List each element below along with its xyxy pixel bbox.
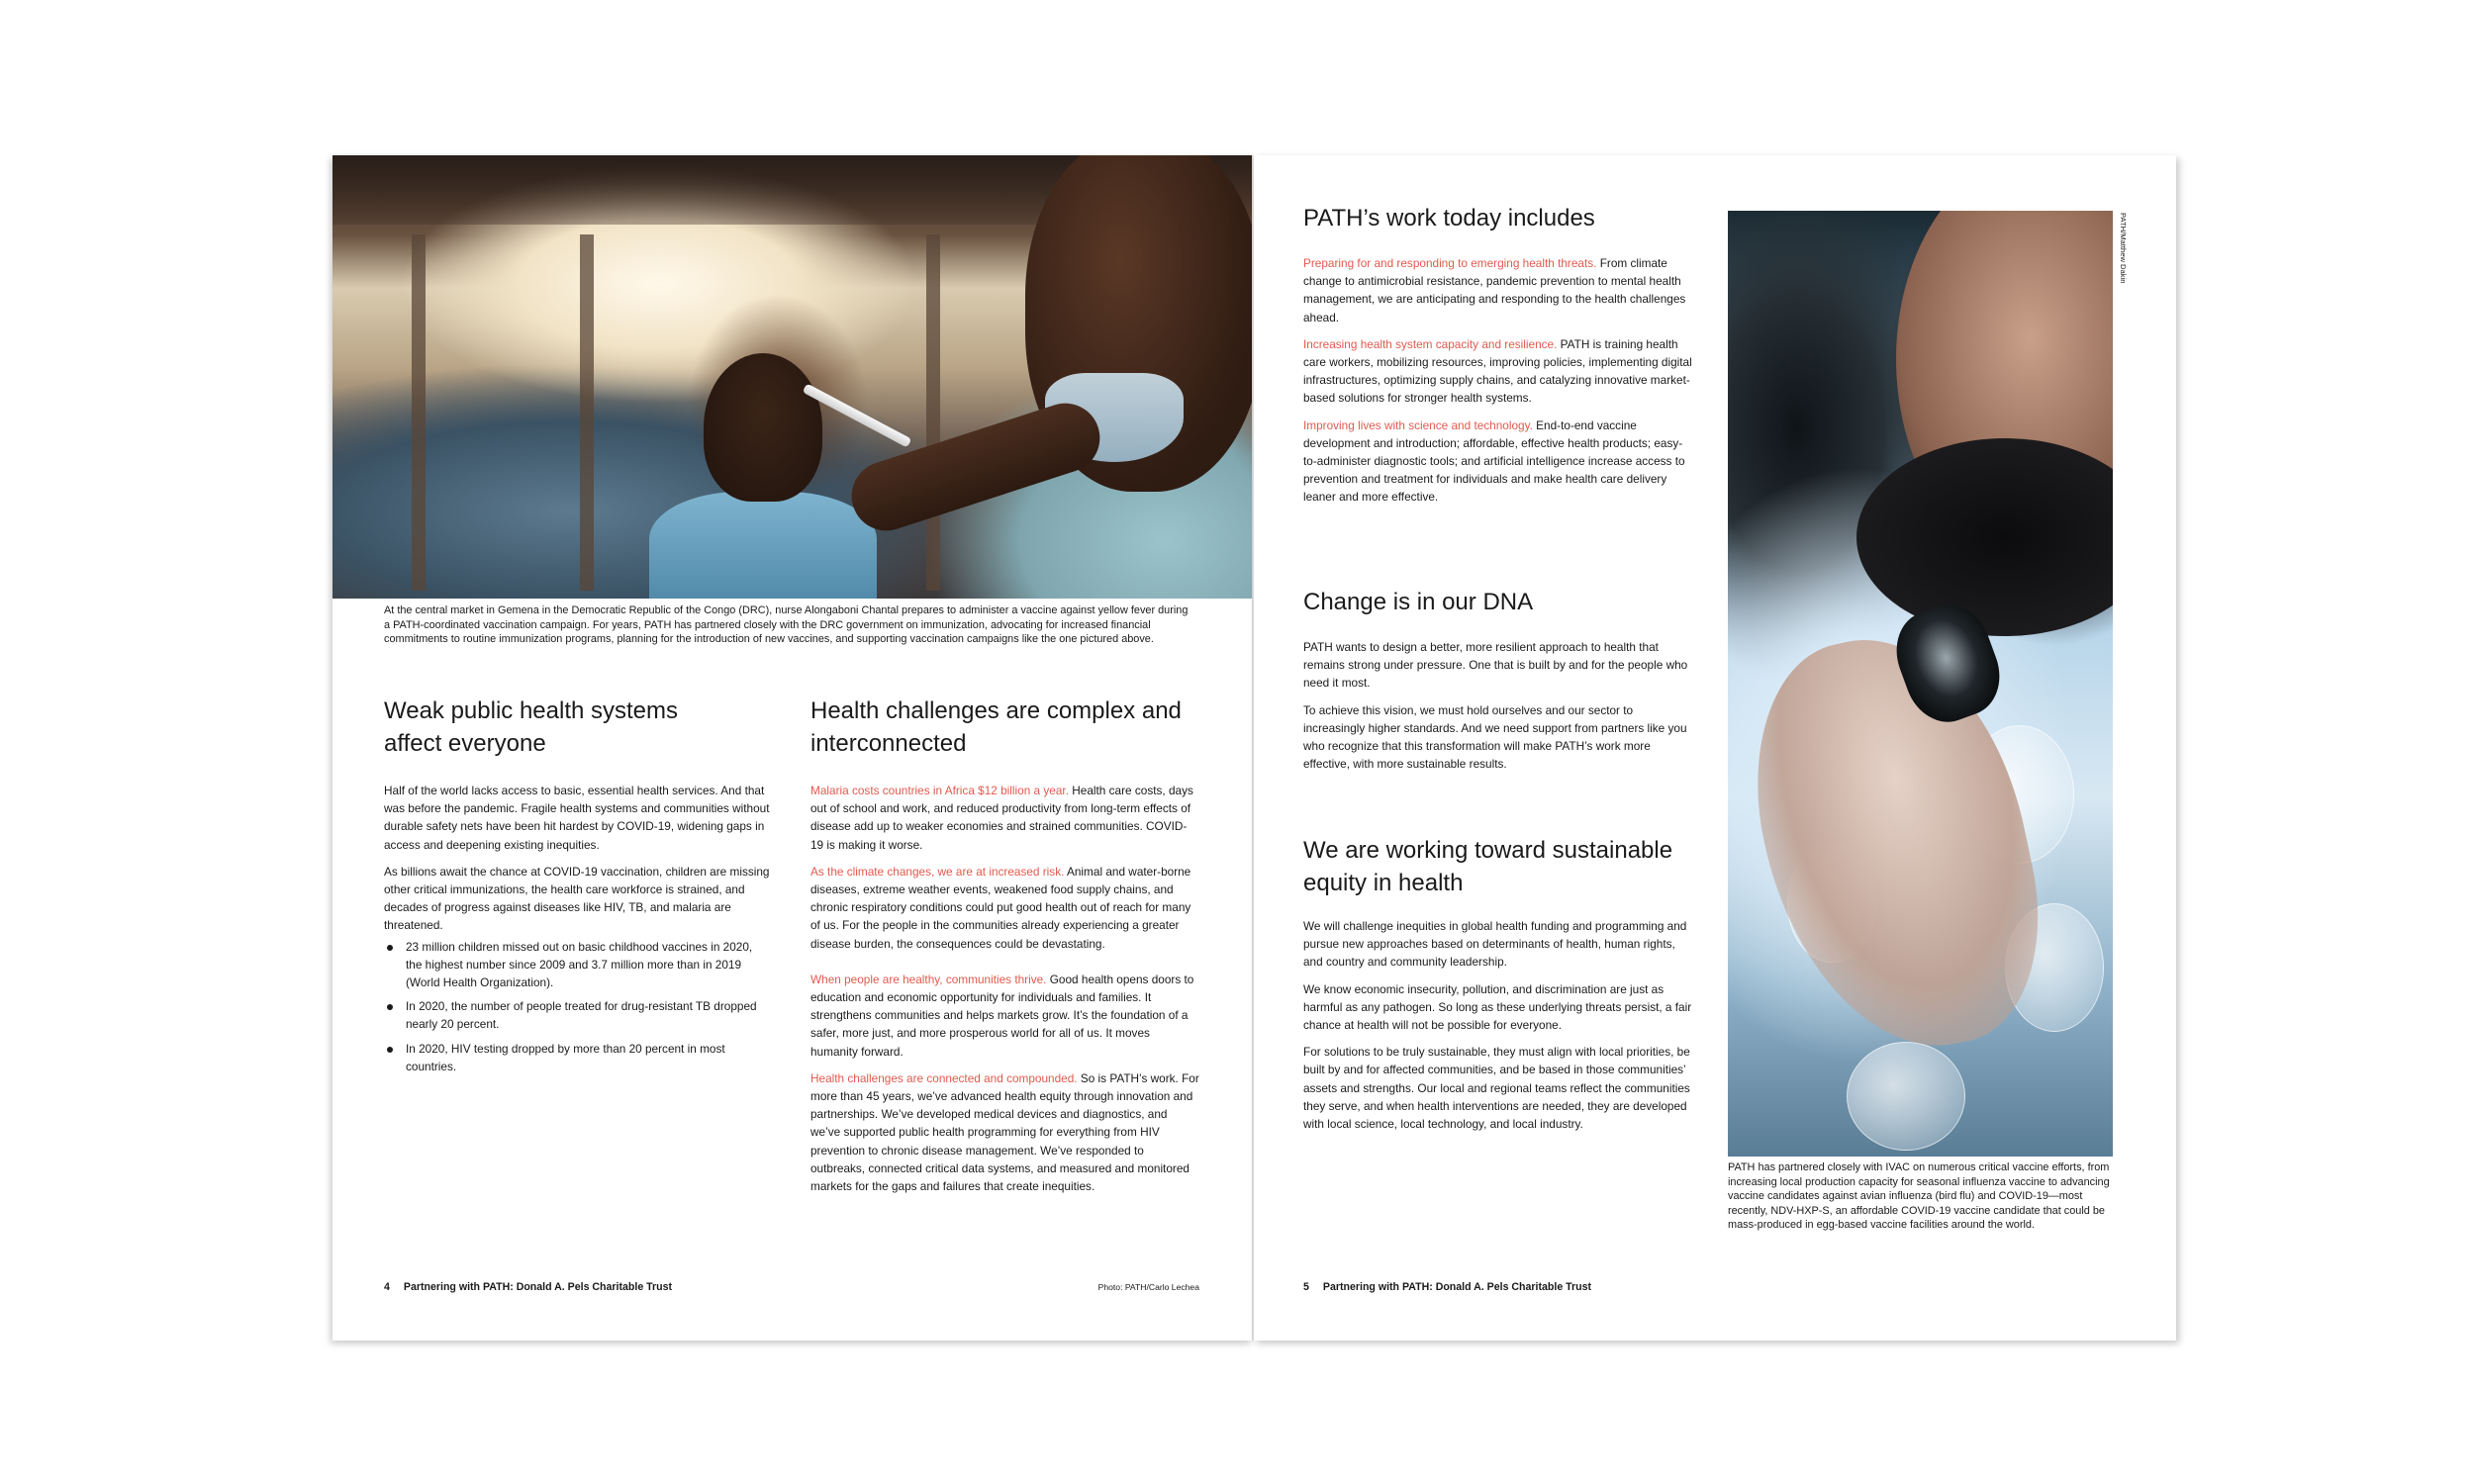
footer-title: Partnering with PATH: Donald A. Pels Charitable Trust xyxy=(1322,1281,1592,1293)
paragraph: Preparing for and responding to emerging health threats. From climate change to antimicrobial resistance, pandemic prevention to mental health management, we are anticipating and responding to the health challenges ahead. xyxy=(1303,256,1686,325)
microscope-photo xyxy=(1728,211,2113,1157)
paragraph: As billions await the chance at COVID-19 vaccination, children are missing other critical immunizations, the health care workforce is strained, and decades of progress against diseases like HIV, TB, and malaria are threatened. xyxy=(384,864,770,933)
paragraph: Malaria costs countries in Africa $12 billion a year. Health care costs, days out of school and work, and reduced productivity from long-term effects of disease add up to weaker economies and strained communities. COVID-19 is making it worse. xyxy=(810,784,1193,852)
paragraph: When people are healthy, communities thrive. Good health opens doors to education and economic opportunity for individuals and families. It strengthens communities and helps markets grow. It’s the foundation of a safer, more just, and more prosperous world for all of us. It moves humanity forward. xyxy=(810,972,1194,1059)
heading-health-challenges: Health challenges are complex and interconnected xyxy=(810,697,1182,757)
left-page xyxy=(333,155,1253,1341)
paragraph: We will challenge inequities in global health funding and programming and pursue new approaches based on determinants of health, human rights, and country and community leadership. xyxy=(1303,919,1687,970)
page-footer xyxy=(384,1281,672,1293)
list-item: In 2020, the number of people treated for drug-resistant TB dropped nearly 20 percent. xyxy=(384,997,770,1033)
right-page xyxy=(1254,155,2176,1341)
paragraph: Improving lives with science and technology. End-to-end vaccine development and introduction; affordable, effective health products; easy-to-administer diagnostic tools; and artificial intelligence increase access to prevention and treatment for individuals and make health care delivery leaner and more effective. xyxy=(1303,417,1685,505)
column-weak-systems xyxy=(384,782,770,1081)
highlight-lead: When people are healthy, communities thrive. xyxy=(810,972,1047,986)
heading-change-dna: Change is in our DNA xyxy=(1303,589,1534,615)
page-number: 5 xyxy=(1303,1281,1309,1293)
list-item: In 2020, HIV testing dropped by more than 20 percent in most countries. xyxy=(384,1040,770,1075)
paragraph: Health challenges are connected and compounded. So is PATH’s work. For more than 45 years, we’ve advanced health equity through innovation and partnerships. We’ve developed medical devices and diagnostics, and we’ve supported public health programming for everything from HIV prevention to chronic disease management. We’ve responded to outbreaks, connected critical data systems, and measured and monitored markets for the gaps and failures that create inequities. xyxy=(810,1070,1199,1194)
list-item: 23 million children missed out on basic childhood vaccines in 2020, the highest number since 2009 and 3.7 million more than in 2019 (World Health Organization). xyxy=(384,938,770,992)
vaccination-photo xyxy=(333,155,1253,599)
highlight-lead: Health challenges are connected and compounded. xyxy=(810,1070,1078,1085)
stats-list xyxy=(384,938,770,1075)
section-work-today xyxy=(1303,254,1694,515)
highlight-lead: Malaria costs countries in Africa $12 billion a year. xyxy=(810,784,1069,797)
photo-credit: Photo: PATH/Carlo Lechea xyxy=(1097,1282,1199,1292)
paragraph: As the climate changes, we are at increased risk. Animal and water-borne diseases, extreme weather events, weakened food supply chains, and chronic respiratory conditions could put good health out of reach for many of us. For the people in the communities already experiencing a greater disease burden, the consequences could be devastating. xyxy=(810,864,1191,951)
footer-title: Partnering with PATH: Donald A. Pels Charitable Trust xyxy=(403,1281,673,1293)
paragraph: For solutions to be truly sustainable, they must align with local priorities, be built by and for affected communities, and be based in those communities’ assets and strengths. Our local and regional teams reflect the communities they serve, and when health interventions are needed, they are developed with local science, local technology, and local industry. xyxy=(1303,1045,1690,1132)
section-change-dna xyxy=(1303,638,1694,782)
highlight-lead: Increasing health system capacity and resilience. xyxy=(1303,336,1558,351)
highlight-lead: Improving lives with science and technology. xyxy=(1303,417,1533,432)
highlight-lead: As the climate changes, we are at increased risk. xyxy=(810,864,1065,879)
highlight-lead: Preparing for and responding to emerging health threats. xyxy=(1303,256,1597,270)
paragraph: Half of the world lacks access to basic, essential health services. And that was before the pandemic. Fragile health systems and communities without durable safety nets have been hit hardest by COVID-19, widening gaps in access and deepening existing inequities. xyxy=(384,784,770,852)
photo-credit-vertical: PATH/Matthew Dakin xyxy=(2119,213,2128,284)
heading-work-today: PATH’s work today includes xyxy=(1303,205,1595,232)
page-footer xyxy=(1303,1281,1591,1293)
photo-caption: PATH has partnered closely with IVAC on numerous critical vaccine efforts, from increasing local production capacity for seasonal influenza vaccine to advancing vaccine candidates against avian influenza (bird flu) and COVID-19—most recently, NDV-HXP-S, an affordable COVID-19 vaccine candidate that could be mass-produced in egg-based vaccine facilities around the world. xyxy=(1728,1161,2110,1231)
column-health-challenges xyxy=(810,782,1199,1204)
photo-caption: At the central market in Gemena in the Democratic Republic of the Congo (DRC), nurse Alongaboni Chantal prepares to administer a vaccine against yellow fever during a PATH-coordinated vaccination campaign. For years, PATH has partnered closely with the DRC government on immunization, advocating for increased financial commitments to routine immunization programs, planning for the introduction of new vaccines, and supporting vaccination campaigns like the one pictured above. xyxy=(384,604,1189,645)
page-number: 4 xyxy=(384,1281,390,1293)
heading-weak-systems: Weak public health systems affect everyone xyxy=(384,697,679,757)
paragraph: Increasing health system capacity and resilience. PATH is training health care workers, mobilizing resources, improving policies, implementing digital infrastructures, optimizing supply chains, and catalyzing innovative market-based solutions for stronger health systems. xyxy=(1303,336,1692,406)
paragraph: To achieve this vision, we must hold ourselves and our sector to increasingly higher standards. And we need support from partners like you who recognize that this transformation will make PATH’s work more effective, with more sustainable results. xyxy=(1303,702,1687,772)
section-sustainable-equity xyxy=(1303,917,1694,1142)
paragraph: We know economic insecurity, pollution, and discrimination are just as harmful as any pathogen. So long as these underlying threats persist, a fair chance at health will not be possible for everyone. xyxy=(1303,981,1692,1033)
paragraph: PATH wants to design a better, more resilient approach to health that remains strong under pressure. One that is built by and for the people who need it most. xyxy=(1303,640,1688,691)
heading-sustainable-equity: We are working toward sustainable equity in health xyxy=(1303,837,1673,896)
